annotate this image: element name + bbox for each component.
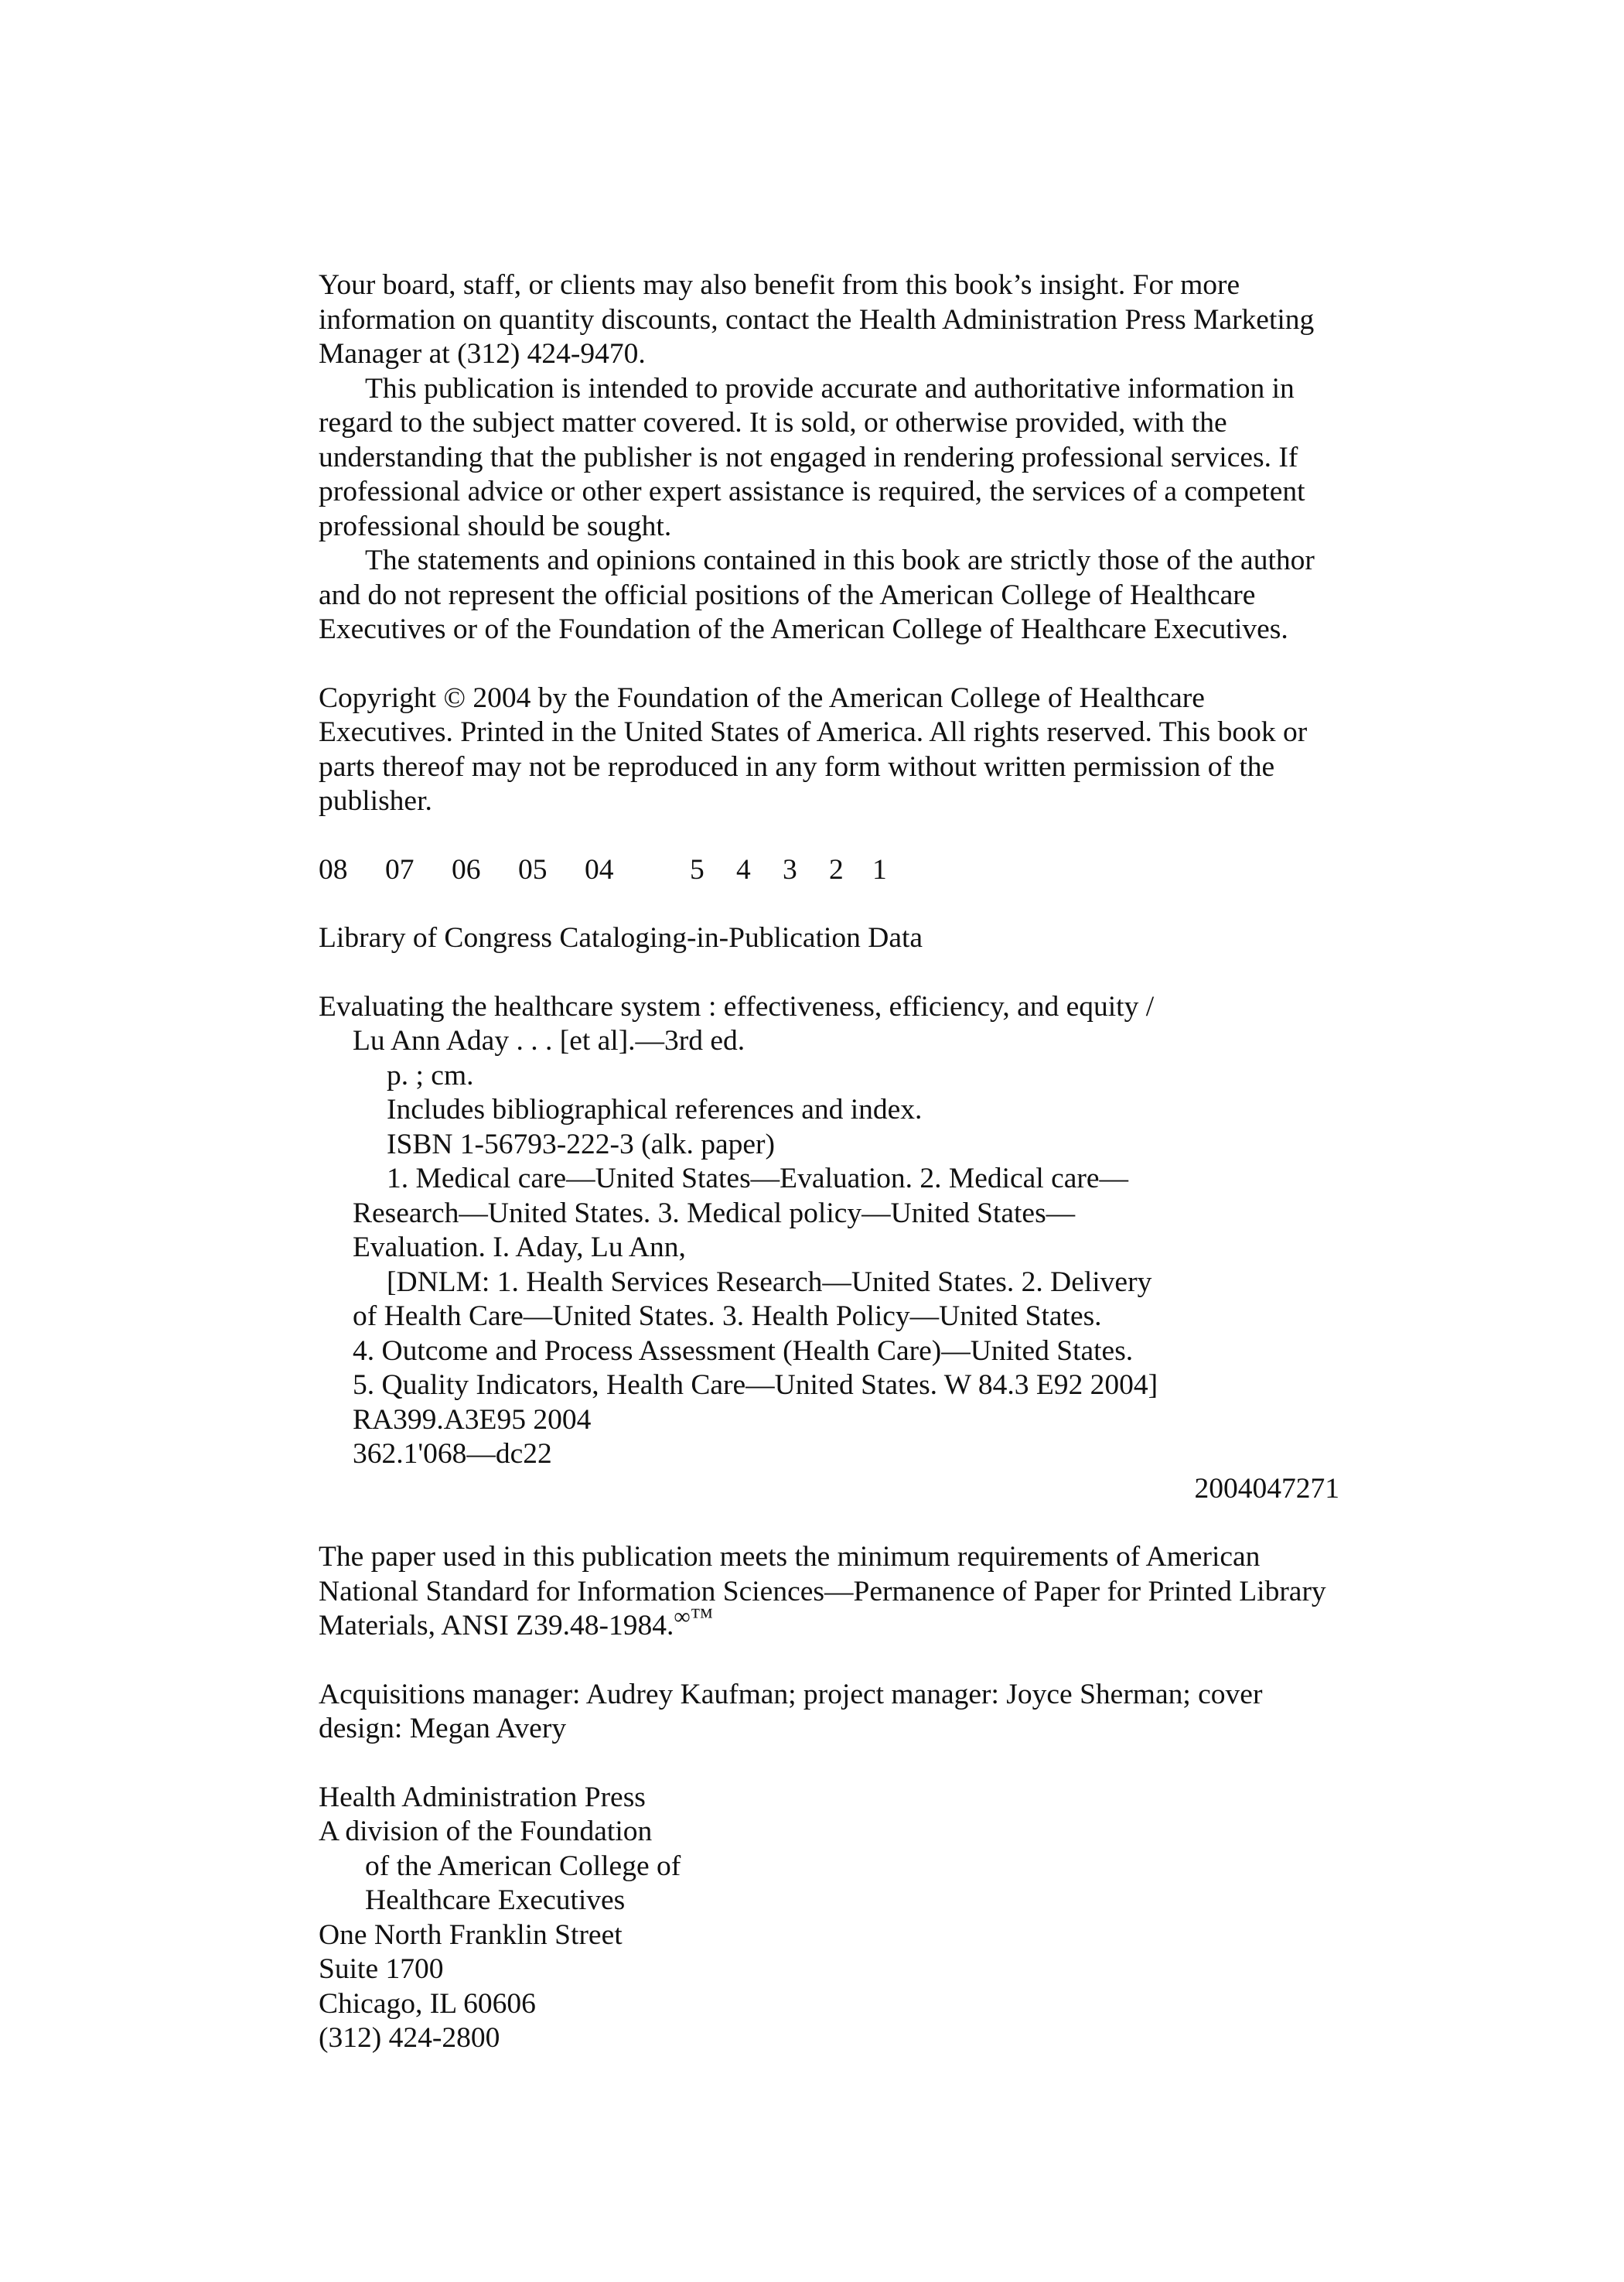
cip-lc-class: RA399.A3E95 2004 <box>353 1403 592 1436</box>
permanence-symbol: ∞™ <box>674 1604 714 1630</box>
print-impression: 4 <box>736 853 751 886</box>
cip-dewey: 362.1'068—dc22 <box>353 1438 552 1470</box>
print-impression: 3 <box>783 853 797 886</box>
paper-notice <box>319 1540 1339 1644</box>
cip-author-line: Lu Ann Aday . . . [et al].—3rd ed. <box>353 1025 745 1057</box>
publisher-city: Chicago, IL 60606 <box>319 1987 536 2020</box>
cip-dnlm: 4. Outcome and Process Assessment (Health Care)—United States. <box>353 1334 1134 1367</box>
print-year: 08 <box>319 853 348 886</box>
publisher-division: of the American College of <box>365 1850 681 1882</box>
cip-record <box>319 990 1339 1507</box>
cip-isbn: ISBN 1-56793-222-3 (alk. paper) <box>387 1128 775 1160</box>
publisher-division: A division of the Foundation <box>319 1816 653 1847</box>
cip-dnlm: 5. Quality Indicators, Health Care—United States. W 84.3 E92 2004] <box>353 1369 1158 1401</box>
publisher-name: Health Administration Press <box>319 1781 646 1813</box>
print-year: 04 <box>585 853 614 886</box>
publisher-phone: (312) 424-2800 <box>319 2022 500 2054</box>
cip-subjects: Evaluation. I. Aday, Lu Ann, <box>353 1232 686 1263</box>
publisher-address <box>319 1781 1339 2056</box>
print-year: 05 <box>518 853 548 886</box>
print-impression: 2 <box>829 853 844 886</box>
publisher-street: One North Franklin Street <box>319 1918 623 1951</box>
print-year: 07 <box>385 853 415 886</box>
cip-physical: p. ; cm. <box>387 1059 474 1091</box>
publisher-suite: Suite 1700 <box>319 1953 444 1985</box>
cip-subjects: 1. Medical care—United States—Evaluation. 2. Medical care— <box>387 1163 1129 1194</box>
intro-paragraph-3: The statements and opinions contained in this book are strictly those of the author and do not represent the official positions of the American College of Healthcare Executives or of the Foundation of the American College of Healthcare Executives. <box>319 545 1315 645</box>
print-impression: 5 <box>690 853 705 886</box>
paper-notice-text: The paper used in this publication meets the minimum requirements of American National Standard for Information Sciences—Permanence of Paper for Printed Library Materials, ANSI Z39.48-1984. <box>319 1541 1326 1641</box>
cip-subjects: Research—United States. 3. Medical policy—United States— <box>353 1197 1076 1229</box>
cip-dnlm: [DNLM: 1. Health Services Research—United States. 2. Delivery <box>387 1266 1152 1298</box>
credits: Acquisitions manager: Audrey Kaufman; project manager: Joyce Sherman; cover design: Megan Avery <box>319 1678 1263 1744</box>
intro-paragraph-1: Your board, staff, or clients may also benefit from this book’s insight. For more information on quantity discounts, contact the Health Administration Press Marketing Manager at (312) 424-9470. <box>319 269 1315 370</box>
publisher-division: Healthcare Executives <box>365 1884 626 1916</box>
cip-dnlm: of Health Care—United States. 3. Health Policy—United States. <box>353 1300 1102 1332</box>
copyright-notice: Copyright © 2004 by the Foundation of the American College of Healthcare Executives. Printed in the United States of America. All rights reserved. This book or parts thereof may not be reproduced in any form without written permission of the publisher. <box>319 682 1308 817</box>
intro-paragraph-2: This publication is intended to provide accurate and authoritative information in regard to the subject matter covered. It is sold, or otherwise provided, with the understanding that the publisher is not engaged in rendering professional services. If professional advice or other expert assistance is required, the services of a competent professional should be sought. <box>319 372 1305 542</box>
print-impression: 1 <box>872 853 887 886</box>
cip-notes: Includes bibliographical references and index. <box>387 1094 923 1126</box>
cip-lccn: 2004047271 <box>1194 1472 1339 1505</box>
copyright-page <box>319 268 1339 2056</box>
printing-line <box>319 853 1339 888</box>
print-year: 06 <box>452 853 481 886</box>
cip-heading: Library of Congress Cataloging-in-Publication Data <box>319 922 923 954</box>
cip-title-line: Evaluating the healthcare system : effectiveness, efficiency, and equity / <box>319 990 1155 1023</box>
